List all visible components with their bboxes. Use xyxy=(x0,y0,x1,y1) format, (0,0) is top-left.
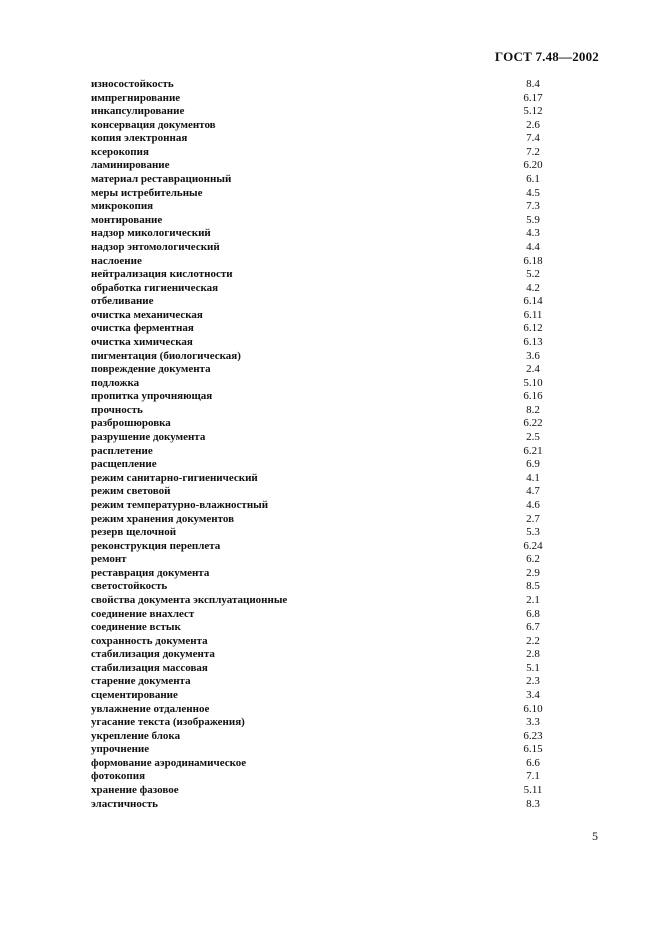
index-entry xyxy=(91,377,553,391)
index-entry xyxy=(91,173,553,187)
index-section-ref: 6.8 xyxy=(526,607,540,620)
index-term: формование аэродинамическое xyxy=(91,756,247,769)
index-section-ref: 2.9 xyxy=(526,566,540,579)
index-term: ремонт xyxy=(91,553,127,566)
index-entry xyxy=(91,608,553,622)
index-term: расщепление xyxy=(91,458,157,471)
index-section-ref: 5.9 xyxy=(526,213,540,226)
index-term: резерв щелочной xyxy=(91,526,177,539)
index-section-ref: 6.12 xyxy=(523,322,543,335)
index-entry xyxy=(91,648,553,662)
index-term: консервация документов xyxy=(91,118,216,131)
index-term: материал реставрационный xyxy=(91,173,232,186)
index-section-ref: 3.6 xyxy=(526,349,540,362)
index-entry xyxy=(91,635,553,649)
index-term: увлажнение отдаленное xyxy=(91,702,210,715)
index-section-ref: 2.6 xyxy=(526,118,540,131)
index-section-ref: 2.5 xyxy=(526,431,540,444)
index-section-ref: 4.6 xyxy=(526,498,540,511)
index-term: хранение фазовое xyxy=(91,784,179,797)
index-entry xyxy=(91,309,553,323)
index-term: эластичность xyxy=(91,797,158,810)
index-section-ref: 8.4 xyxy=(526,78,540,90)
index-section-ref: 5.1 xyxy=(526,661,540,674)
index-entry xyxy=(91,336,553,350)
index-entry xyxy=(91,268,553,282)
index-term: обработка гигиеническая xyxy=(91,281,219,294)
index-term: соединение встык xyxy=(91,621,181,634)
index-section-ref: 6.16 xyxy=(523,390,543,403)
index-term: повреждение документа xyxy=(91,363,211,376)
index-term: микрокопия xyxy=(91,200,154,213)
index-term: режим хранения документов xyxy=(91,512,235,525)
index-entry xyxy=(91,784,553,798)
index-section-ref: 5.2 xyxy=(526,268,540,281)
index-section-ref: 6.2 xyxy=(526,553,540,566)
index-section-ref: 4.4 xyxy=(526,240,540,253)
page-number: 5 xyxy=(592,829,598,843)
index-entry xyxy=(91,567,553,581)
index-entry xyxy=(91,78,553,92)
index-term: очистка ферментная xyxy=(91,322,194,335)
index-term: отбеливание xyxy=(91,295,154,308)
index-section-ref: 6.1 xyxy=(526,173,540,186)
index-entry xyxy=(91,716,553,730)
index-term: импрегнирование xyxy=(91,91,181,104)
index-section-ref: 8.2 xyxy=(526,403,540,416)
index-entry xyxy=(91,553,553,567)
index-entry xyxy=(91,282,553,296)
document-header: ГОСТ 7.48—2002 xyxy=(494,49,599,64)
index-section-ref: 3.4 xyxy=(526,689,540,702)
index-entry xyxy=(91,757,553,771)
index-term: монтирование xyxy=(91,213,163,226)
index-term: сцементирование xyxy=(91,689,178,702)
index-section-ref: 7.3 xyxy=(526,200,540,213)
index-term: разброшюровка xyxy=(91,417,171,430)
index-entry xyxy=(91,295,553,309)
index-term: инкапсулирование xyxy=(91,105,185,118)
index-entry xyxy=(91,689,553,703)
index-section-ref: 6.15 xyxy=(523,743,543,756)
index-term: светостойкость xyxy=(91,580,168,593)
index-section-ref: 7.1 xyxy=(526,770,540,783)
index-section-ref: 8.5 xyxy=(526,580,540,593)
index-section-ref: 6.10 xyxy=(523,702,543,715)
index-entry xyxy=(91,445,553,459)
index-term: упрочнение xyxy=(91,743,150,756)
index-term: старение документа xyxy=(91,675,191,688)
index-entry xyxy=(91,798,553,812)
index-section-ref: 5.12 xyxy=(523,105,543,118)
index-term: очистка механическая xyxy=(91,308,203,321)
index-section-ref: 2.1 xyxy=(526,593,540,606)
index-section-ref: 4.7 xyxy=(526,485,540,498)
index-entry xyxy=(91,132,553,146)
index-entry xyxy=(91,187,553,201)
index-entry xyxy=(91,580,553,594)
index-term: наслоение xyxy=(91,254,142,267)
index-entry xyxy=(91,255,553,269)
index-section-ref: 4.2 xyxy=(526,281,540,294)
index-term: меры истребительные xyxy=(91,186,203,199)
index-section-ref: 5.10 xyxy=(523,376,543,389)
index-section-ref: 3.3 xyxy=(526,716,540,729)
index-section-ref: 6.6 xyxy=(526,756,540,769)
index-section-ref: 2.8 xyxy=(526,648,540,661)
index-section-ref: 2.2 xyxy=(526,634,540,647)
index-section-ref: 6.17 xyxy=(523,91,543,104)
index-entry xyxy=(91,363,553,377)
index-entry xyxy=(91,540,553,554)
index-section-ref: 6.20 xyxy=(523,159,543,172)
index-entry xyxy=(91,119,553,133)
index-term: соединение внахлест xyxy=(91,607,195,620)
index-entry xyxy=(91,770,553,784)
index-section-ref: 6.13 xyxy=(523,335,543,348)
term-index-list xyxy=(91,78,553,811)
index-term: копия электронная xyxy=(91,132,188,145)
index-entry xyxy=(91,675,553,689)
index-term: реставрация документа xyxy=(91,566,210,579)
index-entry xyxy=(91,485,553,499)
index-section-ref: 2.7 xyxy=(526,512,540,525)
index-entry xyxy=(91,621,553,635)
index-entry xyxy=(91,322,553,336)
index-entry xyxy=(91,526,553,540)
index-entry xyxy=(91,431,553,445)
index-entry xyxy=(91,662,553,676)
index-term: угасание текста (изображения) xyxy=(91,716,245,729)
index-term: стабилизация массовая xyxy=(91,661,208,674)
index-section-ref: 5.11 xyxy=(523,784,543,797)
index-section-ref: 2.3 xyxy=(526,675,540,688)
index-section-ref: 6.9 xyxy=(526,458,540,471)
index-entry xyxy=(91,159,553,173)
index-section-ref: 8.3 xyxy=(526,797,540,810)
index-section-ref: 4.1 xyxy=(526,471,540,484)
index-section-ref: 6.23 xyxy=(523,729,543,742)
index-entry xyxy=(91,499,553,513)
index-entry xyxy=(91,513,553,527)
index-term: очистка химическая xyxy=(91,335,193,348)
index-section-ref: 5.3 xyxy=(526,526,540,539)
index-term: сохранность документа xyxy=(91,634,208,647)
index-term: разрушение документа xyxy=(91,431,206,444)
index-entry xyxy=(91,730,553,744)
index-entry xyxy=(91,594,553,608)
index-entry xyxy=(91,390,553,404)
index-entry xyxy=(91,241,553,255)
index-section-ref: 7.2 xyxy=(526,145,540,158)
index-term: подложка xyxy=(91,376,140,389)
index-section-ref: 6.14 xyxy=(523,295,543,308)
index-entry xyxy=(91,105,553,119)
index-term: надзор микологический xyxy=(91,227,211,240)
index-section-ref: 6.24 xyxy=(523,539,543,552)
index-term: пропитка упрочняющая xyxy=(91,390,213,403)
index-section-ref: 7.4 xyxy=(526,132,540,145)
index-term: стабилизация документа xyxy=(91,648,215,661)
index-term: нейтрализация кислотности xyxy=(91,268,233,281)
index-term: пигментация (биологическая) xyxy=(91,349,241,362)
index-section-ref: 6.18 xyxy=(523,254,543,267)
index-entry xyxy=(91,146,553,160)
index-term: ламинирование xyxy=(91,159,170,172)
index-entry xyxy=(91,417,553,431)
index-entry xyxy=(91,472,553,486)
index-term: расплетение xyxy=(91,444,153,457)
index-term: фотокопия xyxy=(91,770,146,783)
index-entry xyxy=(91,703,553,717)
index-term: укрепление блока xyxy=(91,729,181,742)
index-entry xyxy=(91,350,553,364)
index-entry xyxy=(91,214,553,228)
index-entry xyxy=(91,743,553,757)
index-entry xyxy=(91,92,553,106)
index-section-ref: 2.4 xyxy=(526,363,540,376)
index-section-ref: 4.3 xyxy=(526,227,540,240)
index-entry xyxy=(91,404,553,418)
index-section-ref: 6.22 xyxy=(523,417,543,430)
index-section-ref: 6.11 xyxy=(523,308,543,321)
index-term: свойства документа эксплуатационные xyxy=(91,593,288,606)
index-term: надзор энтомологический xyxy=(91,240,220,253)
index-section-ref: 4.5 xyxy=(526,186,540,199)
index-term: реконструкция переплета xyxy=(91,539,221,552)
index-entry xyxy=(91,227,553,241)
index-term: ксерокопия xyxy=(91,145,149,158)
index-entry xyxy=(91,200,553,214)
index-term: режим температурно-влажностный xyxy=(91,498,269,511)
index-term: износостойкость xyxy=(91,78,174,90)
index-section-ref: 6.21 xyxy=(523,444,543,457)
index-term: режим световой xyxy=(91,485,171,498)
index-entry xyxy=(91,458,553,472)
index-section-ref: 6.7 xyxy=(526,621,540,634)
index-term: прочность xyxy=(91,403,143,416)
index-term: режим санитарно-гигиенический xyxy=(91,471,258,484)
